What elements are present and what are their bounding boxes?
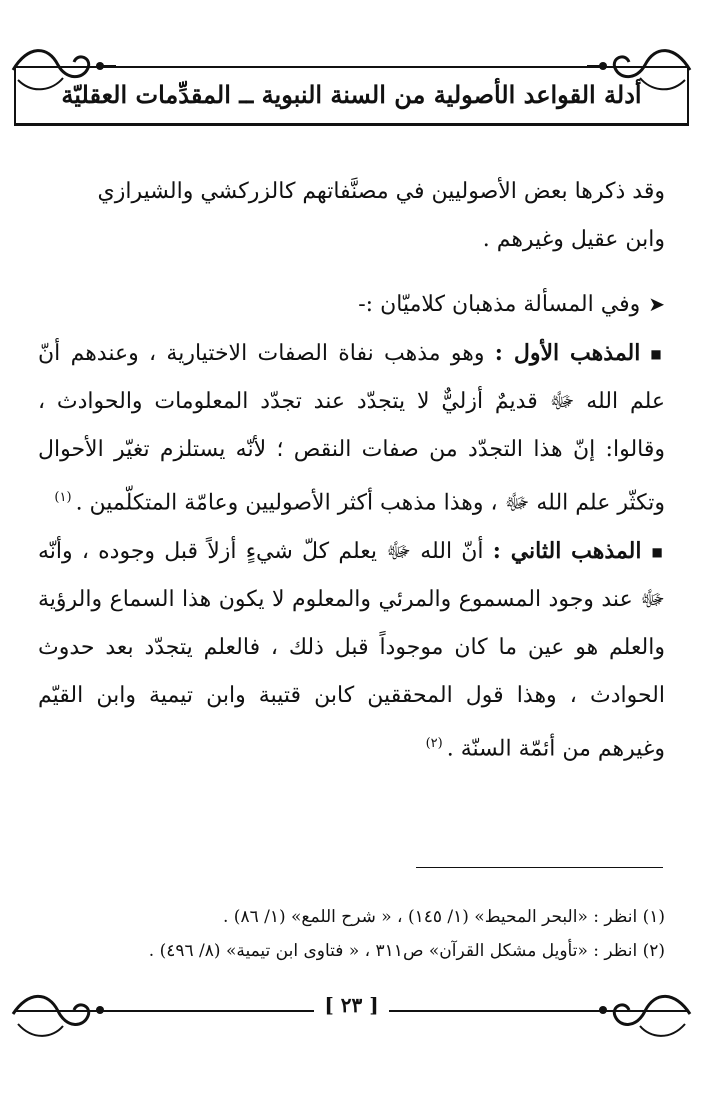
second-doctrine-label: المذهب الثاني : [492, 538, 642, 565]
footnotes [38, 900, 665, 968]
intro-line-2: وابن عقيل وغيرهم . [482, 227, 665, 252]
footnote-2: (٢) انظر : «تأويل مشكل القرآن» ص٣١١ ، « فتاوى ابن تيمية» (٨/ ٤٩٦) . [148, 941, 665, 961]
running-header-title: أدلة القواعد الأصولية من السنة النبوية ــ المقدِّمات العقليّة [61, 80, 642, 109]
header-bottom-rule [14, 123, 689, 126]
page-number-container [0, 993, 703, 1017]
footnote-ref-1[interactable]: (١) [54, 490, 72, 505]
footnote-ref-2[interactable]: (٢) [425, 736, 443, 752]
main-text [38, 168, 665, 774]
page-number: [ ٢٣ ] [314, 993, 388, 1017]
second-doctrine-paragraph [38, 527, 665, 773]
footnote-separator [416, 867, 663, 868]
intro-line-1: وقد ذكرها بعض الأصوليين في مصنَّفاتهم كالزركشي والشيرازي [97, 179, 665, 204]
section-heading-text: وفي المسألة مذهبان كلاميّان :- [358, 292, 641, 317]
square-bullet-icon: ■ [651, 545, 665, 560]
intro-paragraph [38, 168, 665, 264]
second-doctrine-text: أنّ الله ﷻ يعلم كلّ شيءٍ أزلاً قبل وجوده ، وأنّه ﷻ عند وجود المسموع والمرئي والمعلوم لا يكون هذا السماع والرؤية والعلم هو عين ما كان موجوداً قبل ذلك ، فالعلم يتجدّد بعد حدوث الحوادث ، وهذا قول المحققين كابن قتيبة وابن تيمية وابن القيّم وغيرهم من أئمّة السنّة . [38, 539, 665, 762]
first-doctrine-label: المذهب الأول : [494, 340, 641, 366]
first-doctrine-text: وهو مذهب نفاة الصفات الاختيارية ، وعندهم أنّ علم الله ﷻ قديمٌ أزليٌّ لا يتجدّد عند تجدّد المعلومات والحوادث ، وقالوا: إنّ هذا التجدّد من صفات النقص ؛ لأنّه يستلزم تغيّر الأحوال وتكثّر علم الله ﷻ ، وهذا مذهب أكثر الأصوليين وعامّة المتكلّمين . [38, 341, 665, 516]
header-top-rule [14, 66, 689, 68]
footnote-1: (١) انظر : «البحر المحيط» (١/ ١٤٥) ، « شرح اللمع» (١/ ٨٦) . [223, 907, 665, 927]
header-left-border [14, 66, 16, 124]
header-right-border [687, 66, 689, 124]
first-doctrine-paragraph [38, 329, 665, 527]
section-heading [38, 280, 665, 329]
square-bullet-icon: ■ [650, 347, 665, 361]
arrow-pointer-icon: ➤ [648, 292, 665, 316]
